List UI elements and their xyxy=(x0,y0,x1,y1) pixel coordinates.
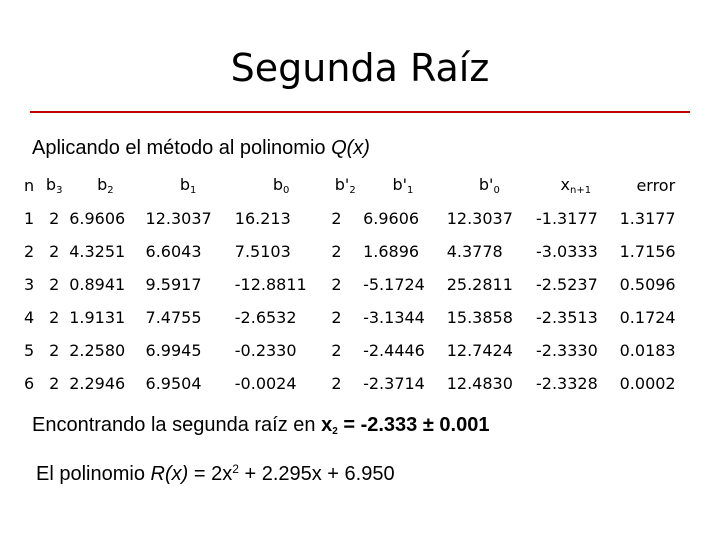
table-cell: 12.4830 xyxy=(446,374,513,393)
table-cell: 2 xyxy=(49,374,60,393)
table-cell: 6.9945 xyxy=(145,341,202,360)
table-cell: 2 xyxy=(331,275,342,294)
table-cell: -2.3330 xyxy=(535,341,598,360)
header-b1: $b_1$ xyxy=(179,174,197,196)
table-cell: 1.7156 xyxy=(619,242,676,261)
table-cell: -0.2330 xyxy=(234,341,297,360)
table-cell: -2.3328 xyxy=(535,374,598,393)
iteration-table xyxy=(18,168,694,400)
table-cell: -2.5237 xyxy=(535,275,598,294)
table-cell: -1.3177 xyxy=(535,209,598,228)
table-cell: 2 xyxy=(49,341,60,360)
table-cell: 2.2946 xyxy=(69,374,126,393)
table-cell: 7.4755 xyxy=(145,308,202,327)
table-row xyxy=(18,235,694,268)
subtitle-text: Aplicando el método al polinomio xyxy=(32,137,326,159)
table-cell: -0.0024 xyxy=(234,374,297,393)
slide-title: Segunda Raíz xyxy=(230,46,490,90)
table-cell: 1 xyxy=(24,209,35,228)
table-cell: 3 xyxy=(24,275,35,294)
table-cell: 2 xyxy=(49,275,60,294)
table-row xyxy=(18,301,694,334)
header-n: n xyxy=(24,175,35,195)
table-cell: 5 xyxy=(24,341,35,360)
table-cell: 2 xyxy=(24,242,35,261)
table-cell: 2 xyxy=(49,242,60,261)
polynomial-prefix: El polinomio xyxy=(36,463,145,485)
polynomial-eq-start: = 2x xyxy=(193,463,233,485)
table-cell: 0.1724 xyxy=(619,308,676,327)
table-row xyxy=(18,334,694,367)
table-cell: 0.5096 xyxy=(619,275,676,294)
table-cell: -3.1344 xyxy=(363,308,425,327)
header-xn1: $x_{n+1}$ xyxy=(560,174,592,196)
header-b0: $b_0$ xyxy=(272,174,290,196)
table-row xyxy=(18,202,694,235)
conclusion-line xyxy=(32,412,489,445)
polynomial-name: R(x) xyxy=(150,463,189,485)
table-cell: -2.3714 xyxy=(363,374,425,393)
table-cell: 12.3037 xyxy=(145,209,212,228)
header-bp1: $b'_1$ xyxy=(392,174,414,196)
table-header-row xyxy=(18,168,694,202)
title-underline xyxy=(30,111,690,113)
table-row xyxy=(18,367,694,400)
table-cell: 6.6043 xyxy=(145,242,202,261)
root-value: $x_2 = -2.333 \pm 0.001$ xyxy=(321,414,490,437)
header-bp2: $b'_2$ xyxy=(334,174,356,196)
table-cell: -2.4446 xyxy=(363,341,425,360)
subtitle-poly: Q(x) xyxy=(331,137,370,159)
table-cell: 2 xyxy=(331,209,342,228)
table-cell: 2 xyxy=(49,209,60,228)
table-cell: 2 xyxy=(331,242,342,261)
table-cell: 12.7424 xyxy=(446,341,513,360)
table-cell: 2 xyxy=(331,341,342,360)
polynomial-eq-end: + 2.295x + 6.950 xyxy=(244,463,395,485)
table-cell: 1.3177 xyxy=(619,209,676,228)
table-cell: -2.3513 xyxy=(535,308,598,327)
table-cell: 2 xyxy=(331,374,342,393)
table-cell: -3.0333 xyxy=(535,242,598,261)
table-row xyxy=(18,268,694,301)
table-cell: 6.9606 xyxy=(363,209,420,228)
table-cell: 6.9606 xyxy=(69,209,126,228)
table-cell: 6 xyxy=(24,374,35,393)
table-cell: 25.2811 xyxy=(446,275,513,294)
table-cell: -2.6532 xyxy=(234,308,297,327)
subtitle xyxy=(32,136,370,160)
table-cell: 9.5917 xyxy=(145,275,202,294)
table-cell: 4 xyxy=(24,308,35,327)
table-cell: -12.8811 xyxy=(234,275,307,294)
conclusion-text: Encontrando la segunda raíz en xyxy=(32,414,316,436)
table-cell: 0.0002 xyxy=(619,374,676,393)
table-cell: 4.3251 xyxy=(69,242,126,261)
header-b2: $b_2$ xyxy=(97,174,114,196)
table-cell: 1.6896 xyxy=(363,242,420,261)
polynomial-line xyxy=(36,456,395,487)
header-error: error xyxy=(636,175,676,195)
table-cell: 0.8941 xyxy=(69,275,126,294)
table-cell: -5.1724 xyxy=(363,275,425,294)
polynomial-exponent: 2 xyxy=(232,462,239,476)
table-cell: 7.5103 xyxy=(234,242,291,261)
table-cell: 15.3858 xyxy=(446,308,513,327)
table-cell: 2 xyxy=(49,308,60,327)
table-cell: 1.9131 xyxy=(69,308,126,327)
header-b3: $b_3$ xyxy=(45,174,63,196)
table-cell: 2 xyxy=(331,308,342,327)
table-cell: 6.9504 xyxy=(145,374,202,393)
table-cell: 12.3037 xyxy=(446,209,513,228)
table-cell: 16.213 xyxy=(234,209,291,228)
table-cell: 0.0183 xyxy=(619,341,676,360)
table-cell: 2.2580 xyxy=(69,341,126,360)
table-body xyxy=(18,202,694,400)
header-bp0: $b'_0$ xyxy=(478,174,500,196)
table-cell: 4.3778 xyxy=(446,242,503,261)
